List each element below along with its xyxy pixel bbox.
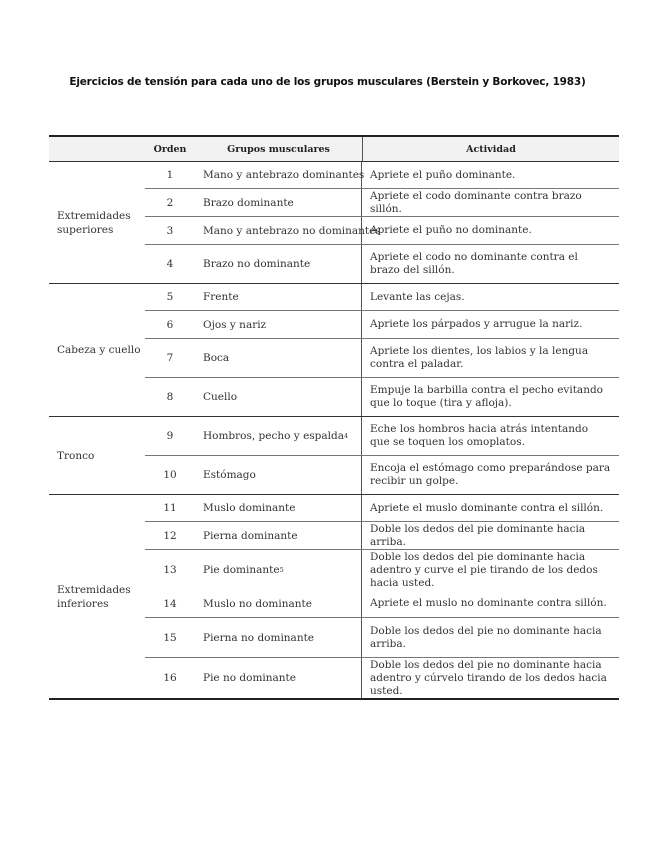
table-row: [145, 339, 619, 378]
group-trunk: [49, 417, 619, 495]
muscle-cell: Pierna dominante: [195, 522, 362, 549]
activity-cell: Doble los dedos del pie dominante hacia arriba.: [370, 522, 586, 548]
muscle-cell: [195, 417, 362, 455]
activity-cell: Doble los dedos del pie no dominante hacia arriba.: [370, 624, 602, 650]
order-cell: 14: [163, 597, 177, 610]
activity-cell: Doble los dedos del pie dominante hacia adentro y curve el pie tirando de los dedos hacia usted.: [370, 550, 598, 589]
header-muscles: Grupos musculares: [195, 137, 363, 161]
order-cell: 10: [163, 469, 177, 481]
muscle-cell: Muslo no dominante: [195, 590, 362, 617]
table-row: [145, 162, 619, 189]
group-upper-limbs: [49, 162, 619, 284]
table-row: [145, 456, 619, 494]
order-cell: 15: [163, 631, 177, 644]
order-cell: 12: [163, 529, 177, 542]
muscle-cell: Brazo no dominante: [195, 245, 362, 283]
muscle-cell: Cuello: [195, 378, 362, 416]
footnote-marker: 5: [279, 566, 284, 574]
table-row: [145, 550, 619, 590]
muscle-cell: Mano y antebrazo dominantes: [195, 162, 362, 188]
order-cell: 3: [166, 224, 174, 237]
table-row: [145, 189, 619, 217]
table-header: [49, 137, 619, 162]
table-title: Ejercicios de tensión para cada uno de los grupos musculares (Berstein y Borkovec, 1983): [69, 76, 586, 88]
group-label: Extremidades inferiores: [57, 583, 131, 610]
muscle-cell: Pie no dominante: [195, 658, 362, 698]
table-row: [145, 495, 619, 522]
order-cell: 8: [166, 391, 174, 403]
table-row: [145, 217, 619, 245]
table-row: [145, 378, 619, 416]
order-cell: 9: [166, 430, 174, 442]
order-cell: 16: [163, 672, 177, 684]
muscle-text: Hombros, pecho y espalda: [203, 430, 344, 442]
muscle-cell: Estómago: [195, 456, 362, 494]
header-activity: Actividad: [466, 143, 516, 155]
muscle-cell: Brazo dominante: [195, 189, 362, 216]
activity-cell: Apriete el muslo dominante contra el sillón.: [370, 501, 604, 514]
muscle-cell: Pierna no dominante: [195, 618, 362, 657]
table-row: [145, 245, 619, 283]
activity-cell: Doble los dedos del pie no dominante hacia adentro y cúrvelo tirando de los dedos hacia usted.: [370, 658, 607, 697]
activity-cell: Apriete los dientes, los labios y la lengua contra el paladar.: [370, 345, 589, 370]
group-label: Extremidades superiores: [57, 209, 131, 236]
order-cell: 2: [166, 196, 174, 209]
activity-cell: Apriete el codo no dominante contra el brazo del sillón.: [370, 251, 578, 276]
header-order: Orden: [153, 143, 187, 155]
group-lower-limbs: [49, 495, 619, 698]
table-row: [145, 658, 619, 698]
group-label: Cabeza y cuello: [57, 344, 141, 356]
group-label: Tronco: [57, 449, 95, 462]
activity-cell: Apriete el codo dominante contra brazo sillón.: [370, 189, 582, 215]
muscle-cell: Ojos y nariz: [195, 311, 362, 338]
activity-cell: Levante las cejas.: [370, 290, 465, 303]
muscle-cell: Muslo dominante: [195, 495, 362, 521]
order-cell: 1: [166, 169, 174, 181]
activity-cell: Encoja el estómago como preparándose para recibir un golpe.: [370, 462, 611, 487]
footnote-marker: 4: [344, 432, 349, 440]
muscle-cell: Boca: [195, 339, 362, 377]
exercise-table: [49, 135, 619, 700]
activity-cell: Apriete el muslo no dominante contra sillón.: [370, 597, 607, 609]
activity-cell: Empuje la barbilla contra el pecho evitando que lo toque (tira y afloja).: [370, 384, 603, 409]
order-cell: 11: [163, 502, 177, 514]
muscle-cell: Frente: [195, 284, 362, 310]
muscle-cell: Mano y antebrazo no dominantes: [195, 217, 362, 244]
order-cell: 5: [166, 291, 174, 303]
activity-cell: Apriete el puño dominante.: [370, 168, 516, 181]
table-row: [145, 311, 619, 339]
muscle-text: Pie dominante: [203, 564, 280, 576]
table-row: [145, 284, 619, 311]
table-row: [145, 522, 619, 550]
order-cell: 13: [163, 564, 177, 576]
activity-cell: Apriete el puño no dominante.: [370, 224, 532, 236]
table-row: [145, 590, 619, 618]
muscle-cell: [195, 550, 362, 590]
group-head-neck: [49, 284, 619, 417]
order-cell: 6: [166, 318, 174, 331]
activity-cell: Eche los hombros hacia atrás intentando que se toquen los omoplatos.: [370, 423, 589, 448]
table-row: [145, 417, 619, 456]
order-cell: 4: [166, 258, 174, 270]
order-cell: 7: [166, 352, 174, 364]
table-row: [145, 618, 619, 658]
activity-cell: Apriete los párpados y arrugue la nariz.: [370, 318, 583, 330]
